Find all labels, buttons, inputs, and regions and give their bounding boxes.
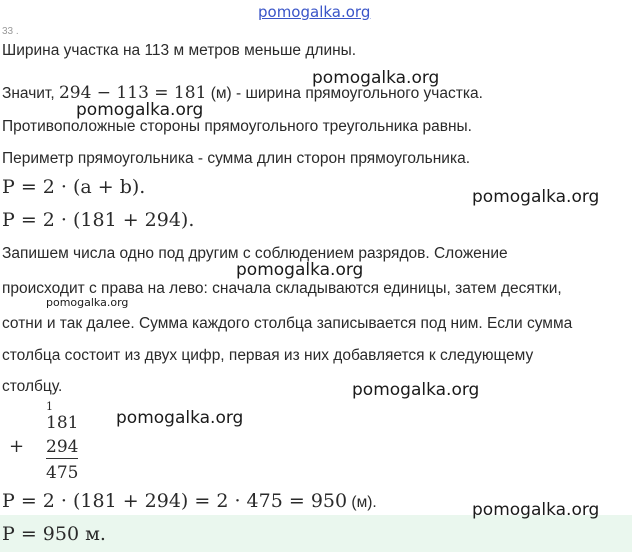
watermark-2: pomogalka.org bbox=[76, 100, 204, 120]
plus-sign: + bbox=[9, 436, 25, 457]
final-answer: P = 950 м. bbox=[2, 523, 106, 545]
formula-1: P = 2 · (a + b). bbox=[2, 176, 146, 198]
final-calc-unit: (м). bbox=[351, 494, 377, 511]
paragraph-line-5: столбцу. bbox=[2, 378, 63, 395]
text-line-4: Периметр прямоугольника - сумма длин сторон прямоугольника. bbox=[2, 150, 471, 167]
addend-2: 294 bbox=[46, 437, 79, 457]
line2-prefix: Значит, bbox=[2, 85, 55, 102]
text-line-1: Ширина участка на 113 м метров меньше длины. bbox=[2, 42, 357, 59]
line2-math: 294 − 113 = 181 bbox=[58, 83, 207, 103]
sum-result: 475 bbox=[46, 463, 79, 483]
paragraph-line-3: сотни и так далее. Сумма каждого столбца записывается под ним. Если сумма bbox=[2, 315, 573, 332]
final-calculation bbox=[2, 490, 377, 512]
header-fragment: 33 . bbox=[2, 26, 19, 37]
addend-1: 181 bbox=[46, 413, 79, 433]
watermark-7: pomogalka.org bbox=[116, 408, 244, 428]
watermark-top[interactable]: pomogalka.org bbox=[258, 3, 371, 21]
paragraph-line-4: столбца состоит из двух цифр, первая из них добавляется к следующему bbox=[2, 347, 534, 364]
watermark-1: pomogalka.org bbox=[312, 68, 440, 88]
paragraph-line-1: Запишем числа одно под другим с соблюдением разрядов. Сложение bbox=[2, 245, 508, 262]
final-calc-math: P = 2 · (181 + 294) = 2 · 475 = 950 bbox=[2, 490, 348, 512]
watermark-8: pomogalka.org bbox=[472, 500, 600, 520]
watermark-6: pomogalka.org bbox=[352, 380, 480, 400]
formula-2: P = 2 · (181 + 294). bbox=[2, 209, 195, 231]
watermark-5: pomogalka.org bbox=[46, 296, 129, 309]
line2-suffix: (м) - ширина прямоугольного участка. bbox=[210, 85, 483, 102]
watermark-4: pomogalka.org bbox=[236, 260, 364, 280]
carry-digit: 1 bbox=[46, 400, 53, 413]
text-line-3: Противоположные стороны прямоугольного треугольника равны. bbox=[2, 118, 472, 135]
paragraph-line-2: происходит с права на лево: сначала складываются единицы, затем десятки, bbox=[2, 280, 562, 297]
watermark-3: pomogalka.org bbox=[472, 187, 600, 207]
